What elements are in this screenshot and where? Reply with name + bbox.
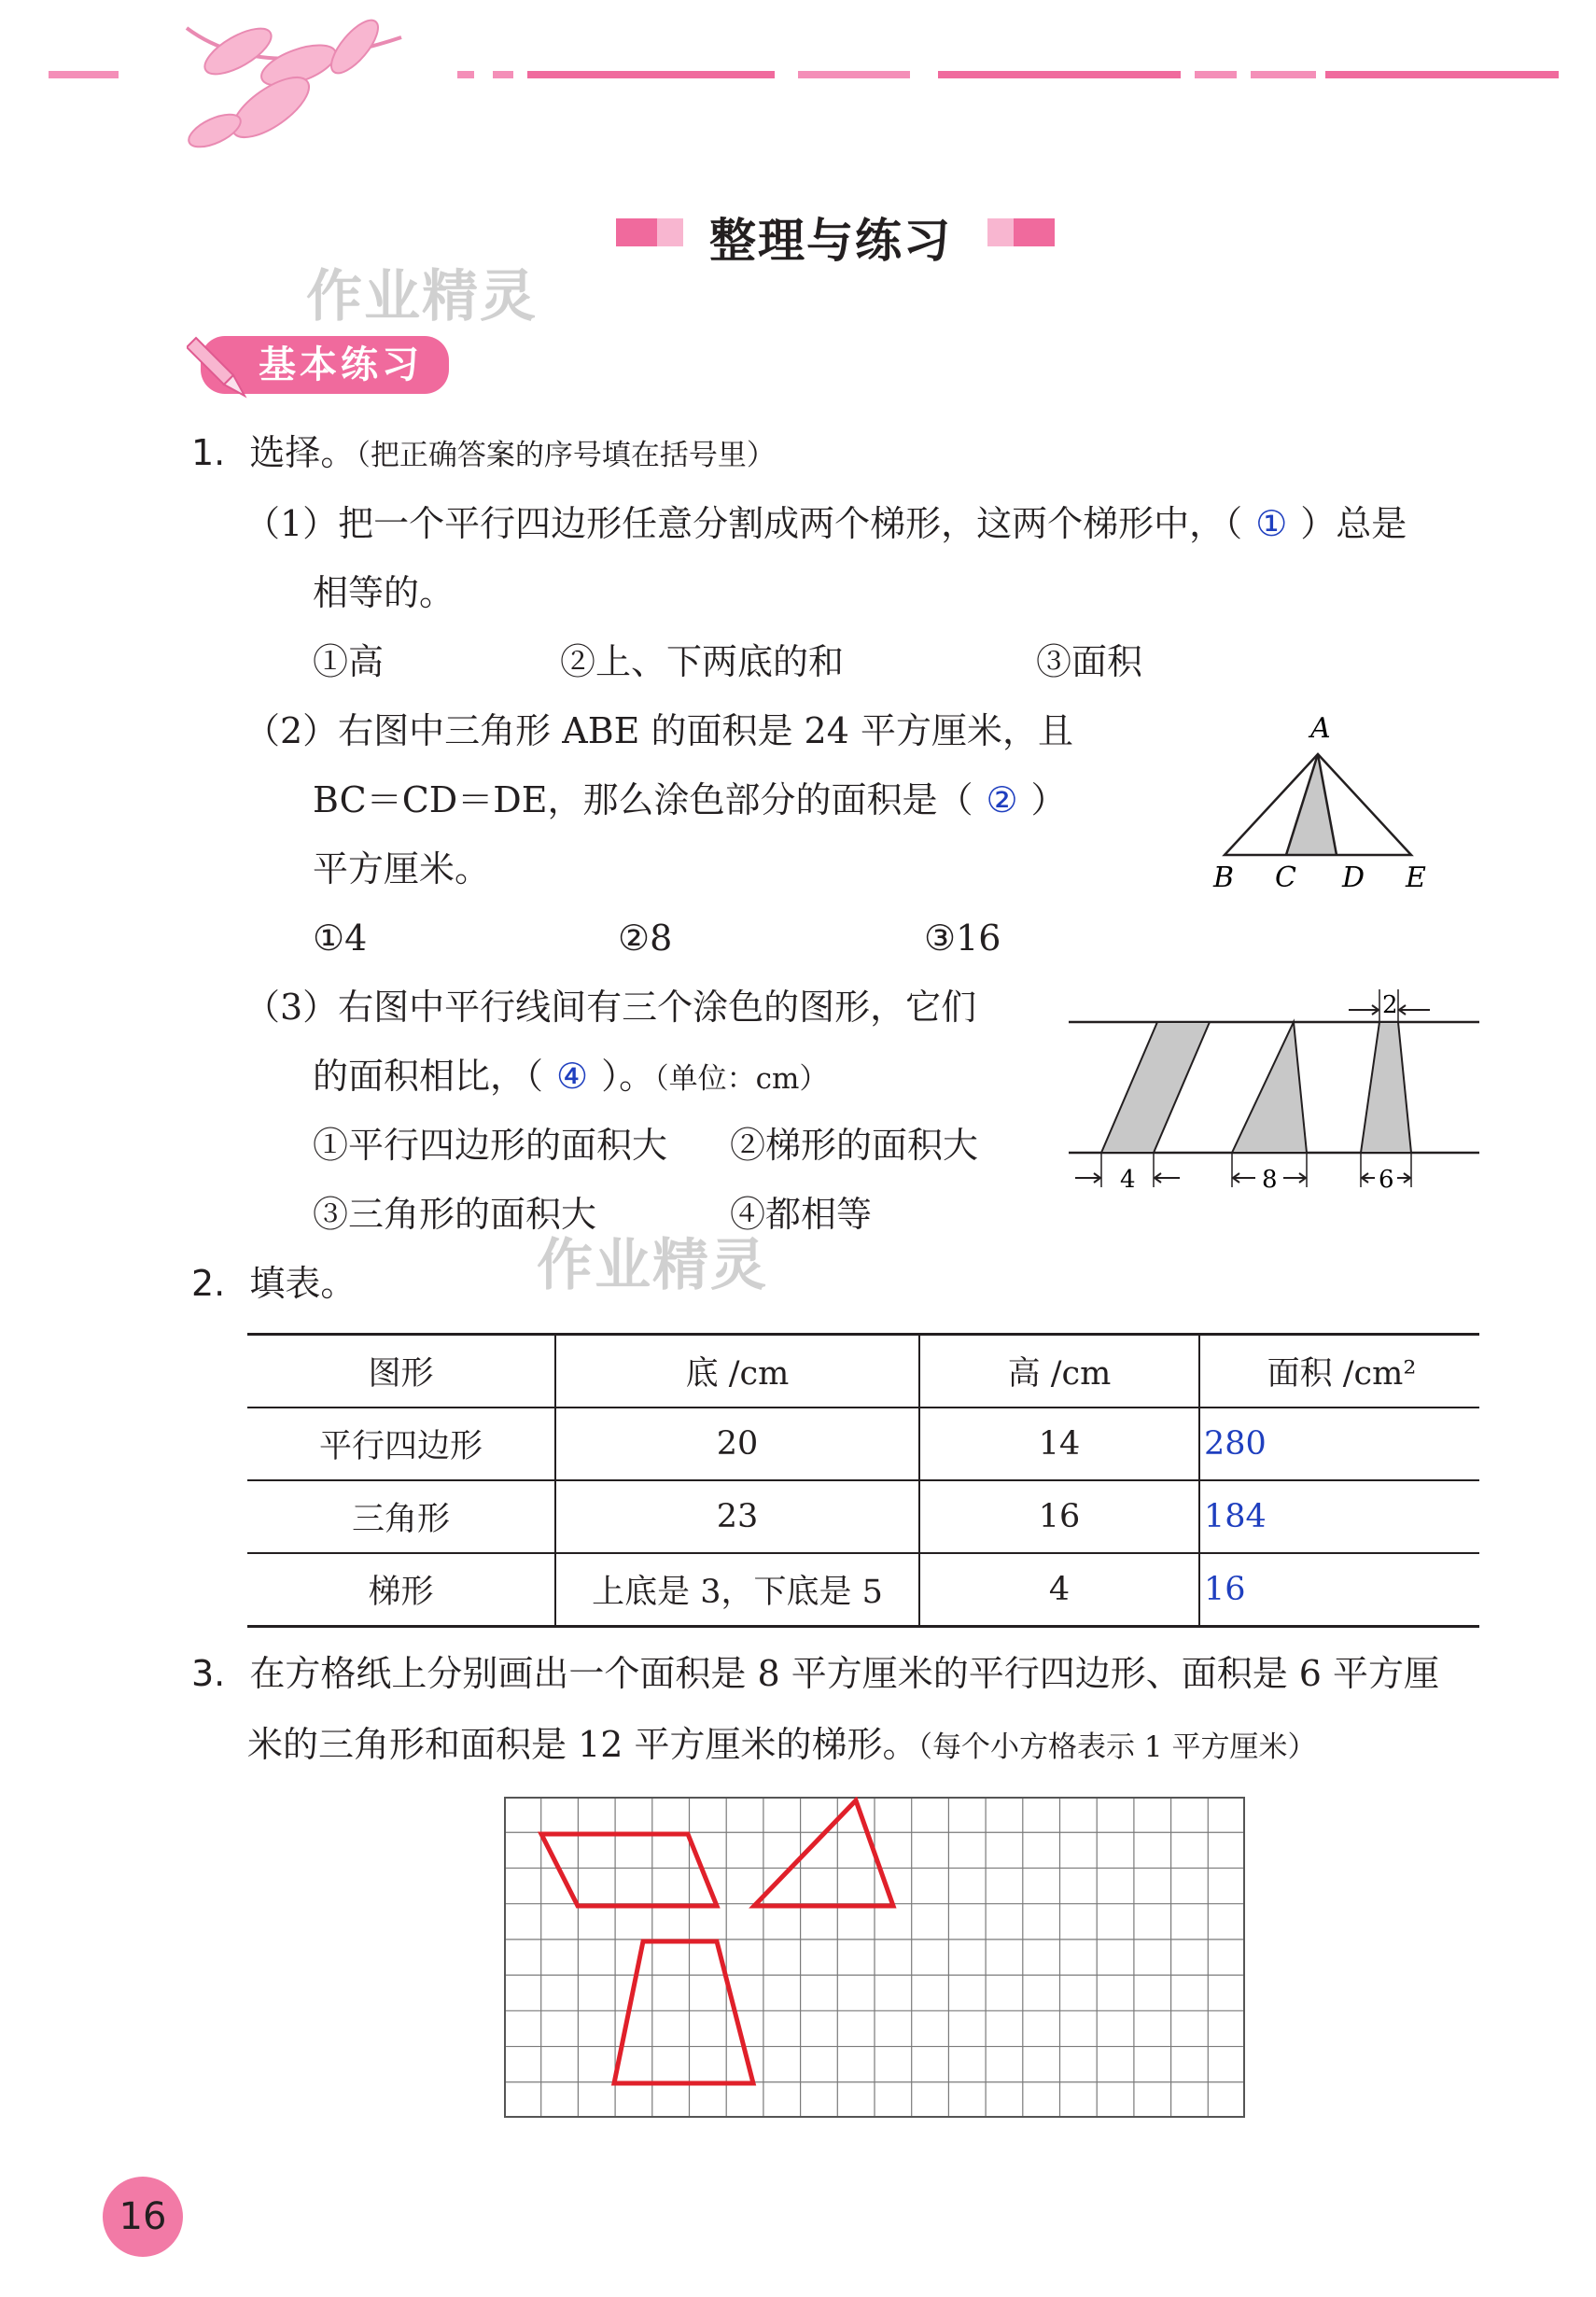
q1-sub3-line1: （3）右图中平行线间有三个涂色的图形，它们 xyxy=(245,987,977,1028)
dim-label-8: 8 xyxy=(1262,1166,1278,1194)
header-height: 高 /cm xyxy=(919,1335,1199,1408)
cell-base: 20 xyxy=(555,1408,919,1480)
pencil-icon xyxy=(187,329,252,403)
dim-label-6: 6 xyxy=(1379,1166,1394,1194)
cell-area-answer: 280 xyxy=(1199,1408,1479,1480)
q1-sub3-option-1: ①平行四边形的面积大 xyxy=(313,1125,668,1166)
title-marker-right-light xyxy=(987,218,1014,246)
q1-sub2-line1: （2）右图中三角形 ABE 的面积是 24 平方厘米，且 xyxy=(245,710,1073,751)
table-row xyxy=(247,1408,1479,1480)
table-header-row xyxy=(247,1335,1479,1408)
dim-label-4: 4 xyxy=(1120,1166,1136,1194)
q3-note: （每个小方格表示 1 平方厘米） xyxy=(917,1730,1317,1764)
q1-sub1-text: （1）把一个平行四边形任意分割成两个梯形，这两个梯形中，（ xyxy=(245,503,1243,544)
header-base: 底 /cm xyxy=(555,1335,919,1408)
header-area: 面积 /cm² xyxy=(1199,1335,1479,1408)
title-marker-right xyxy=(1014,218,1055,246)
q1-sub2-option-3: ③16 xyxy=(924,917,1001,959)
q1-sub1-option-3: ③面积 xyxy=(1036,641,1143,682)
watermark-middle: 作业精灵 xyxy=(537,1233,768,1298)
q1-heading xyxy=(191,431,776,477)
q1-sub2-option-2: ②8 xyxy=(618,917,673,959)
q2-heading xyxy=(191,1262,356,1305)
q1-sub1-answer: ① xyxy=(1255,503,1288,544)
label-A: A xyxy=(1310,712,1331,745)
drawn-triangle xyxy=(754,1800,893,1906)
drawn-trapezoid xyxy=(614,1941,753,2083)
q1-sub3-option-2: ②梯形的面积大 xyxy=(730,1125,979,1166)
q1-sub3-text: 的面积相比，（ xyxy=(313,1056,544,1097)
q2-number: 2. xyxy=(191,1263,226,1304)
q2-label: 填表。 xyxy=(249,1263,357,1304)
q1-sub1-option-2: ②上、下两底的和 xyxy=(560,641,845,682)
q1-sub1-option-1: ①高 xyxy=(313,641,385,682)
q1-sub3-unit: （单位：cm） xyxy=(654,1062,829,1096)
triangle-figure xyxy=(1195,709,1465,896)
q3-text-2: 米的三角形和面积是 12 平方厘米的梯形。 xyxy=(247,1724,918,1765)
q1-sub2-line3: 平方厘米。 xyxy=(313,848,491,889)
q1-note: （把正确答案的序号填在括号里） xyxy=(356,439,776,472)
title-marker-left xyxy=(616,218,657,246)
label-C: C xyxy=(1275,861,1296,894)
q1-sub1-text-end: ）总是 xyxy=(1300,503,1407,544)
section-title xyxy=(616,203,1055,269)
table-row xyxy=(247,1553,1479,1627)
grid-paper xyxy=(504,1797,1251,2123)
q3-line1 xyxy=(191,1652,1439,1695)
area-table xyxy=(247,1333,1479,1628)
cell-base: 23 xyxy=(555,1480,919,1553)
q1-label: 选择。 xyxy=(249,432,357,473)
header-decoration xyxy=(0,0,1596,159)
cell-base: 上底是 3，下底是 5 xyxy=(555,1553,919,1627)
q1-sub2-text-end: ） xyxy=(1030,779,1067,820)
q1-sub2-text: BC＝CD＝DE，那么涂色部分的面积是（ xyxy=(313,779,973,820)
cell-height: 16 xyxy=(919,1480,1199,1553)
label-E: E xyxy=(1406,861,1426,894)
title-marker-left-light xyxy=(657,218,683,246)
cell-area-answer: 16 xyxy=(1199,1553,1479,1627)
dim-label-2: 2 xyxy=(1382,991,1398,1019)
page-number: 16 xyxy=(103,2177,183,2257)
q1-sub2-option-1: ①4 xyxy=(313,917,368,959)
q3-line2 xyxy=(247,1723,1316,1769)
watermark-top: 作业精灵 xyxy=(306,264,538,329)
q1-sub3-text-end: ）。 xyxy=(601,1056,655,1097)
tag-text: 基本练习 xyxy=(259,343,423,386)
q1-sub2-answer: ② xyxy=(986,779,1018,820)
q1-sub3-option-3: ③三角形的面积大 xyxy=(313,1194,597,1235)
q1-sub1-line1 xyxy=(245,502,1407,545)
cell-shape: 平行四边形 xyxy=(247,1408,555,1480)
header-shape: 图形 xyxy=(247,1335,555,1408)
cell-height: 14 xyxy=(919,1408,1199,1480)
drawn-parallelogram xyxy=(541,1834,717,1906)
cell-height: 4 xyxy=(919,1553,1199,1627)
q3-number: 3. xyxy=(191,1653,226,1694)
q1-sub3-line2 xyxy=(313,1055,828,1100)
parallel-lines-figure xyxy=(1064,980,1484,1251)
leaf-branch-icon xyxy=(184,13,401,153)
q1-sub2-line2 xyxy=(313,778,1067,821)
q1-number: 1. xyxy=(191,432,226,473)
q1-sub3-option-4: ④都相等 xyxy=(730,1194,873,1235)
label-B: B xyxy=(1213,861,1235,894)
section-title-text: 整理与练习 xyxy=(709,214,952,268)
cell-area-answer: 184 xyxy=(1199,1480,1479,1553)
label-D: D xyxy=(1342,861,1365,894)
q3-text-1: 在方格纸上分别画出一个面积是 8 平方厘米的平行四边形、面积是 6 平方厘 xyxy=(249,1653,1440,1694)
cell-shape: 三角形 xyxy=(247,1480,555,1553)
q1-sub1-line2: 相等的。 xyxy=(313,572,455,613)
table-row xyxy=(247,1480,1479,1553)
q1-sub3-answer: ④ xyxy=(556,1056,589,1097)
cell-shape: 梯形 xyxy=(247,1553,555,1627)
